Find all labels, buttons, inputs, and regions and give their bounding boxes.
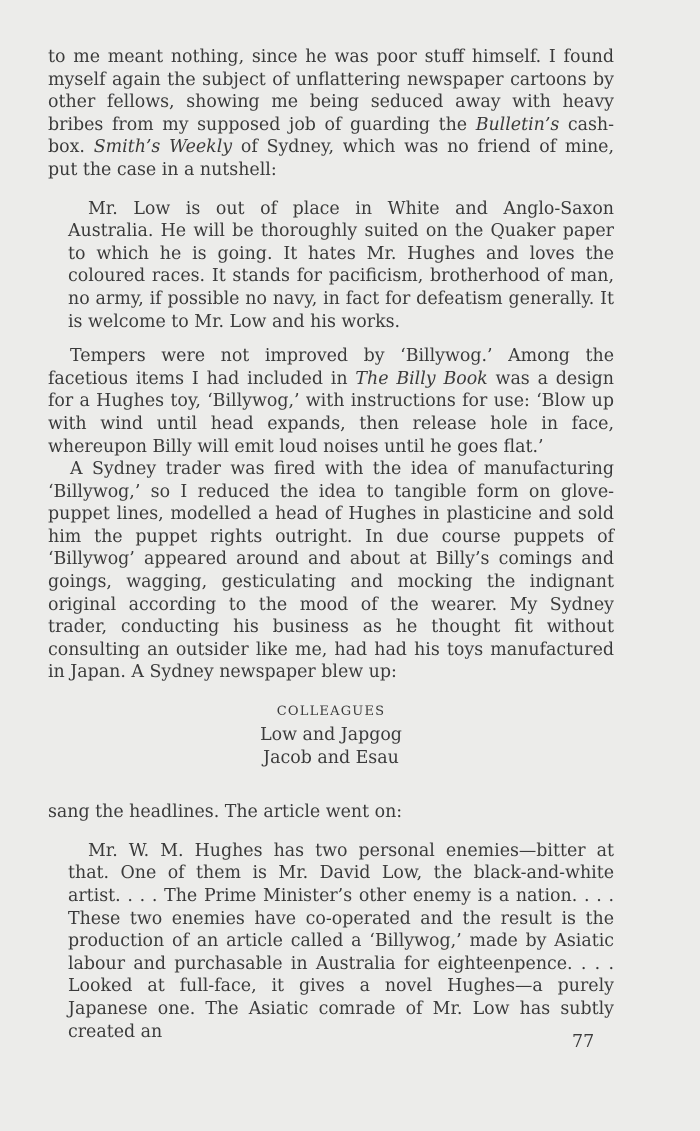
paragraph-text: cash-box. xyxy=(48,114,614,158)
paragraph-text: to me meant nothing, since he was poor stuff himself. I found myself again the subject of unflattering newspaper cartoons by other fellows, showing me being seduced away with heavy bribes from my supposed job of guarding the xyxy=(48,47,614,135)
paragraph-sydney-trader: A Sydney trader was fired with the idea of manufacturing ‘Billywog,’ so I reduced the idea to tangible form on glove-puppet lines, modelled a head of Hughes in plasticine and sold him the puppet rights outright. In due course puppets of ‘Billywog’ appeared around and about at Billy’s comings and goings, wagging, gesticulating and mocking the indignant original according to the mood of the wearer. My Sydney trader, conducting his business as he thought fit without consulting an outsider like me, had had his toys manufactured in Japan. A Sydney newspaper blew up: xyxy=(48,459,614,683)
headline-label: COLLEAGUES xyxy=(276,704,386,720)
paragraph-text: of Sydney, which was no friend of mine, put the case in a nutshell: xyxy=(48,137,615,180)
italic-bulletin: Bulletin’s xyxy=(475,114,560,135)
book-page xyxy=(48,46,614,1043)
paragraph-headlines: sang the headlines. The article went on: xyxy=(48,802,403,823)
paragraph-cartoons xyxy=(48,46,614,182)
italic-smiths-weekly: Smith’s Weekly xyxy=(93,137,233,158)
headline-line-2: Jacob and Esau xyxy=(263,747,399,768)
italic-billy-book: The Billy Book xyxy=(355,368,488,389)
block-quote-article xyxy=(48,840,614,1043)
newspaper-headline xyxy=(48,702,614,769)
paragraph-text: Tempers were not improved by ‘Billywog.’ Among the facetious items I had included in xyxy=(48,346,614,389)
quote-text: Mr. W. M. Hughes has two personal enemies—bitter at that. One of them is Mr. David Low, the black-and-white artist. . . . The Prime Minister’s other enemy is a nation. . . . These two enemies have co-operated and the result is the production of an article called a ‘Billywog,’ made by Asiatic labour and purchasable in Australia for eighteenpence. . . . Looked at full-face, it gives a novel Hughes—a purely Japanese one. The Asiatic comrade of Mr. Low has subtly created an xyxy=(68,840,614,1042)
headline-line-1: Low and Japgog xyxy=(260,725,402,746)
paragraph-text: was a design for a Hughes toy, ‘Billywog,’ with instructions for use: ‘Blow up with wind until head expands, then release hole in face, whereupon Billy will emit loud noises until he goes flat.’ xyxy=(48,368,615,457)
quote-text: Mr. Low is out of place in White and Anglo-Saxon Australia. He will be thoroughly suited on the Quaker paper to which he is going. It hates Mr. Hughes and loves the coloured races. It stands for pacificism, brotherhood of man, no army, if possible no navy, in fact for defeatism generally. It is welcome to Mr. Low and his works. xyxy=(68,198,614,332)
block-quote-smiths-weekly xyxy=(48,198,614,334)
page-number: 77 xyxy=(572,1032,595,1052)
paragraph-billywog xyxy=(48,345,614,458)
